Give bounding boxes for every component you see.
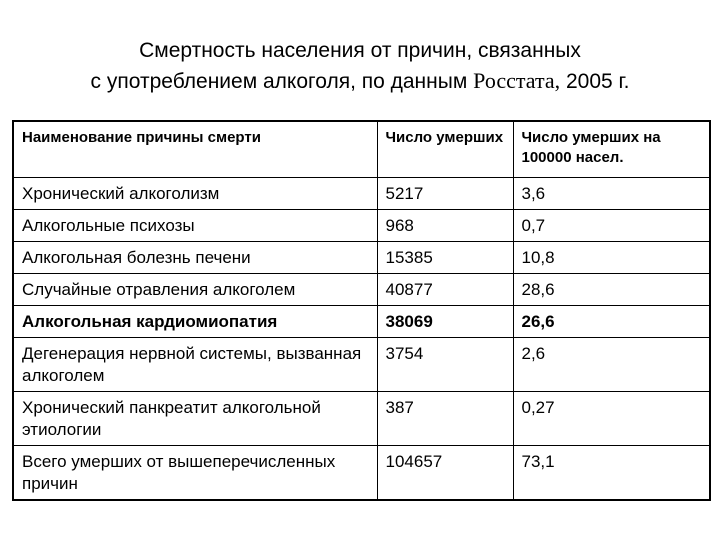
table-row	[13, 210, 710, 242]
cell-rate: 26,6	[513, 306, 710, 338]
cell-cause: Случайные отравления алкоголем	[13, 274, 377, 306]
cell-deaths: 968	[377, 210, 513, 242]
table-row	[13, 178, 710, 210]
title-source: Росстата	[473, 68, 555, 93]
cell-deaths: 40877	[377, 274, 513, 306]
cell-rate: 28,6	[513, 274, 710, 306]
mortality-table	[12, 120, 711, 501]
cell-cause: Всего умерших от вышеперечисленных причин	[13, 446, 377, 501]
cell-rate: 3,6	[513, 178, 710, 210]
cell-deaths: 5217	[377, 178, 513, 210]
cell-rate: 0,7	[513, 210, 710, 242]
cell-cause: Дегенерация нервной системы, вызванная алкоголем	[13, 338, 377, 392]
title-comma: ,	[554, 68, 561, 93]
cell-rate: 73,1	[513, 446, 710, 501]
title-line-1: Смертность населения от причин, связанных	[139, 39, 581, 62]
table-row-highlighted	[13, 306, 710, 338]
cell-rate: 0,27	[513, 392, 710, 446]
cell-deaths: 104657	[377, 446, 513, 501]
cell-rate: 10,8	[513, 242, 710, 274]
title-year: 2005 г.	[565, 70, 630, 93]
table-row-total	[13, 446, 710, 501]
header-cause: Наименование причины смерти	[13, 121, 377, 178]
cell-deaths: 38069	[377, 306, 513, 338]
cell-cause: Алкогольные психозы	[13, 210, 377, 242]
table-row	[13, 392, 710, 446]
table-header-row	[13, 121, 710, 178]
cell-cause: Хронический алкоголизм	[13, 178, 377, 210]
cell-cause: Алкогольная болезнь печени	[13, 242, 377, 274]
header-rate: Число умерших на 100000 насел.	[513, 121, 710, 178]
cell-cause: Алкогольная кардиомиопатия	[13, 306, 377, 338]
cell-rate: 2,6	[513, 338, 710, 392]
cell-deaths: 3754	[377, 338, 513, 392]
cell-deaths: 387	[377, 392, 513, 446]
table-row	[13, 274, 710, 306]
page-title	[0, 36, 720, 97]
table-row	[13, 338, 710, 392]
title-line-2-prefix: с употреблением алкоголя, по данным	[90, 70, 468, 93]
cell-deaths: 15385	[377, 242, 513, 274]
cell-cause: Хронический панкреатит алкогольной этиологии	[13, 392, 377, 446]
table-row	[13, 242, 710, 274]
header-deaths: Число умерших	[377, 121, 513, 178]
title-line-2	[0, 66, 720, 97]
